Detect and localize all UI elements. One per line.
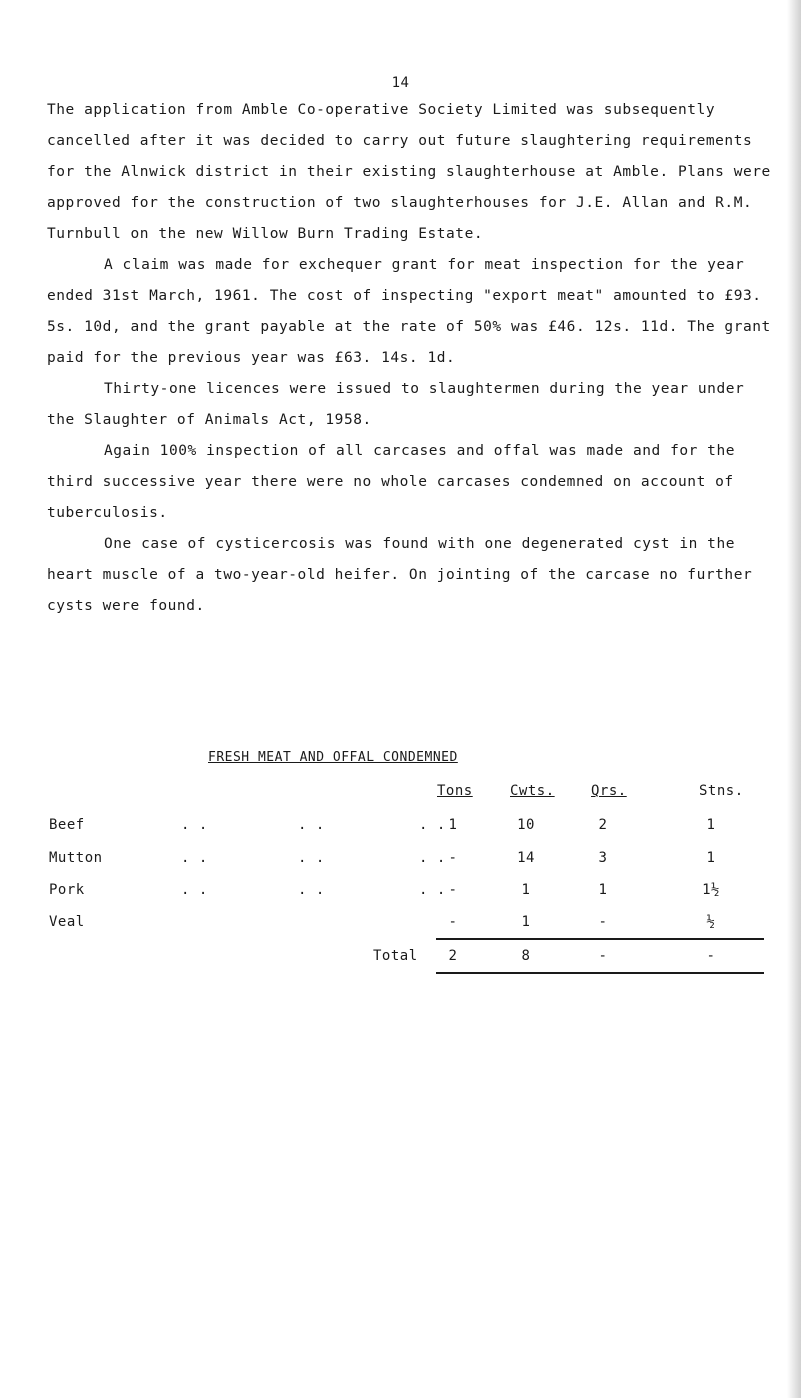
column-header-tons: Tons [437,783,473,799]
total-cwts: 8 [521,948,531,964]
total-qrs: - [598,948,608,964]
row-label: Veal [49,914,85,930]
leader-dots: . . [181,850,208,866]
cell-qrs: 1 [598,882,608,898]
leader-dots: . . [298,817,325,833]
row-label: Pork [49,882,85,898]
leader-dots: . . [181,882,208,898]
total-tons: 2 [448,948,458,964]
paragraph-licences: Thirty-one licences were issued to slaughtermen during the year under the Slaughter of Animals Act, 1958. [47,381,745,428]
cell-stns: 1 [706,817,716,833]
leader-dots: . . [298,882,325,898]
leader-dots: . . [419,817,446,833]
cell-qrs: 2 [598,817,608,833]
subtotal-rule [436,938,764,940]
cell-tons: 1 [448,817,458,833]
table-row-beef [0,817,801,841]
page-number: 14 [391,75,410,91]
leader-dots: . . [419,882,446,898]
cell-cwts: 1 [521,914,531,930]
paragraph-exchequer-grant: A claim was made for exchequer grant for meat inspection for the year ended 31st March, 1961. The cost of inspecting "export meat" amounted to £93. 5s. 10d, and the grant payable at the rate of 50% was £46. 12s. 11d. The grant paid for the previous year was £63. 14s. 1d. [47,257,771,366]
cell-cwts: 14 [517,850,535,866]
cell-stns: 1 [706,850,716,866]
total-stns: - [706,948,716,964]
column-header-cwts: Cwts. [510,783,555,799]
paragraph-amble-slaughterhouse: The application from Amble Co-operative Society Limited was subsequently cancelled after it was decided to carry out future slaughtering requirements for the Alnwick district in their existing slaughterhouse at Amble. Plans were approved for the construction of two slaughterhouses for J.E. Allan and R.M. Turnbull on the new Willow Burn Trading Estate. [47,102,771,242]
leader-dots: . . [181,817,208,833]
table-row-mutton [0,850,801,874]
paragraph-cysticercosis: One case of cysticercosis was found with one degenerated cyst in the heart muscle of a two-year-old heifer. On jointing of the carcase no further cysts were found. [47,536,753,614]
table-title: FRESH MEAT AND OFFAL CONDEMNED [208,750,458,765]
table-row-total [0,948,801,972]
cell-tons: - [448,914,458,930]
cell-cwts: 10 [517,817,535,833]
cell-stns: ½ [706,914,716,930]
cell-tons: - [448,850,458,866]
row-label: Beef [49,817,85,833]
report-body [47,95,772,622]
cell-stns: 1½ [702,882,720,898]
leader-dots: . . [298,850,325,866]
leader-dots: . . [419,850,446,866]
column-header-stns: Stns. [699,783,744,799]
cell-cwts: 1 [521,882,531,898]
table-row-pork [0,882,801,906]
total-rule [436,972,764,974]
cell-qrs: 3 [598,850,608,866]
paragraph-inspection: Again 100% inspection of all carcases and offal was made and for the third successive year there were no whole carcases condemned on account of tuberculosis. [47,443,736,521]
column-header-qrs: Qrs. [591,783,627,799]
scan-edge-shading [787,0,801,1398]
table-row-veal [0,914,801,938]
row-label: Mutton [49,850,103,866]
cell-tons: - [448,882,458,898]
total-label: Total [373,948,418,964]
cell-qrs: - [598,914,608,930]
